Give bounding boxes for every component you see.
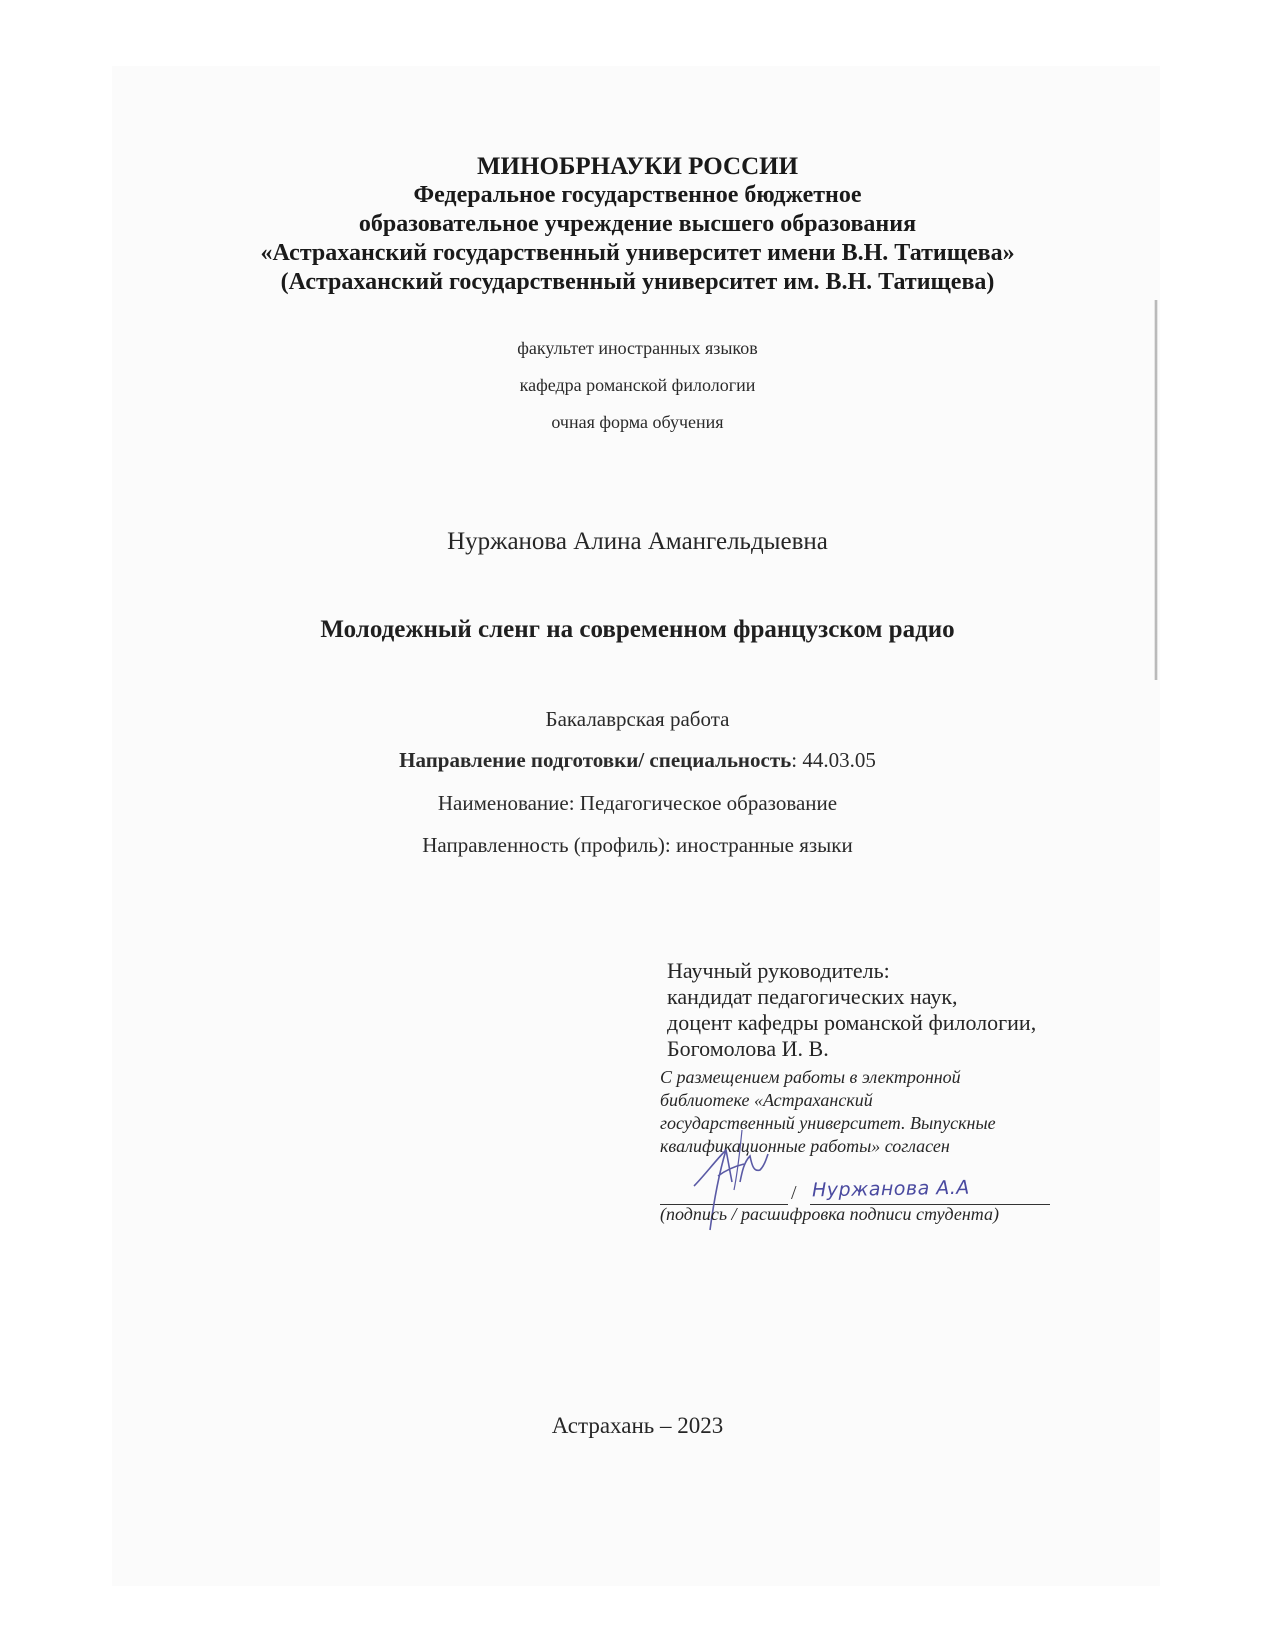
author-name: Нуржанова Алина Амангельдыевна: [447, 528, 828, 555]
consent-line: квалификационные работы» согласен: [660, 1136, 950, 1156]
ministry-line: МИНОБРНАУКИ РОССИИ: [476, 153, 799, 180]
faculty-line: факультет иностранных языков: [517, 338, 758, 358]
department-line: кафедра романской филологии: [519, 375, 756, 395]
university-full-name: «Астраханский государственный университет имени В.Н. Татищева»: [260, 240, 1015, 266]
institution-type-line: Федеральное государственное бюджетное: [413, 182, 862, 208]
work-type: Бакалаврская работа: [545, 707, 730, 731]
signature-separator: /: [791, 1182, 797, 1204]
consent-line: С размещением работы в электронной: [660, 1067, 961, 1087]
study-form-line: очная форма обучения: [551, 412, 724, 432]
thesis-title: Молодежный сленг на современном французском радио: [320, 616, 955, 643]
consent-line: государственный университет. Выпускные: [660, 1113, 996, 1133]
supervisor-heading: Научный руководитель:: [667, 958, 890, 983]
supervisor-position: доцент кафедры романской филологии,: [667, 1010, 1037, 1035]
supervisor-name: Богомолова И. В.: [667, 1036, 829, 1061]
naming-line: Наименование: Педагогическое образование: [437, 791, 838, 815]
direction-value: : 44.03.05: [791, 748, 876, 772]
signature-caption: (подпись / расшифровка подписи студента): [660, 1204, 999, 1224]
consent-line: библиотеке «Астраханский: [660, 1090, 873, 1110]
institution-type-line-2: образовательное учреждение высшего образования: [358, 211, 917, 237]
direction-label: Направление подготовки/ специальность: [399, 748, 792, 772]
university-short-name: (Астраханский государственный университет им. В.Н. Татищева): [280, 269, 995, 295]
supervisor-block: [667, 958, 1036, 1062]
profile-line: Направленность (профиль): иностранные языки: [422, 833, 853, 857]
supervisor-degree: кандидат педагогических наук,: [667, 984, 958, 1009]
institution-header: [0, 152, 1275, 297]
direction-line: [0, 748, 1275, 773]
city-year: Астрахань – 2023: [551, 1413, 724, 1438]
handwritten-name: Нуржанова А.А: [811, 1176, 971, 1202]
